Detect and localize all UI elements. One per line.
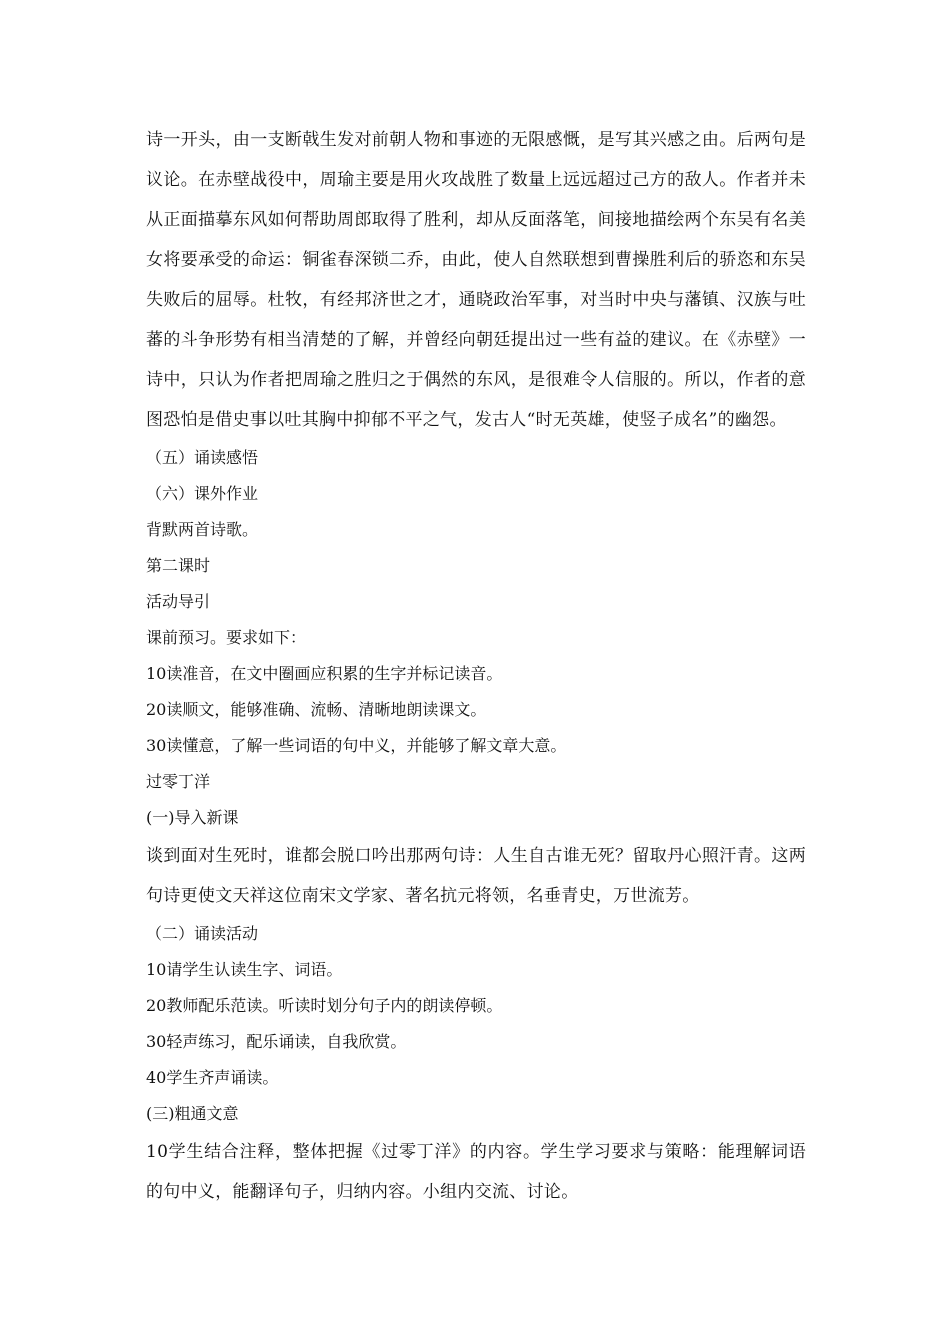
preview-intro: 课前预习。要求如下：	[146, 628, 307, 647]
section-reading-activity: （二）诵读活动	[146, 924, 259, 943]
activity-guide: 活动导引	[146, 592, 211, 611]
section-intro-lesson: (一)导入新课	[146, 808, 239, 827]
reading-item: 40学生齐声诵读。	[146, 1068, 279, 1087]
reading-item: 10请学生认读生字、词语。	[146, 960, 343, 979]
lesson-intro-paragraph: 谈到面对生死时，谁都会脱口吟出那两句诗：人生自古谁无死？留取丹心照汗青。这两句诗更使文天祥这位南宋文学家、著名抗元将领，名垂青史，万世流芳。	[146, 846, 806, 906]
reading-item: 30轻声练习，配乐诵读，自我欣赏。	[146, 1032, 407, 1051]
preview-item: 10读准音，在文中圈画应积累的生字并标记读音。	[146, 664, 503, 683]
homework-text: 背默两首诗歌。	[146, 520, 259, 539]
heading-homework: （六）课外作业	[146, 484, 259, 503]
reading-item: 20教师配乐范读。听读时划分句子内的朗读停顿。	[146, 996, 503, 1015]
heading-recitation: （五）诵读感悟	[146, 448, 259, 467]
poem-title: 过零丁洋	[146, 772, 211, 791]
document-page	[146, 120, 806, 1212]
preview-item: 30读懂意，了解一些词语的句中义，并能够了解文章大意。	[146, 736, 567, 755]
understanding-paragraph: 10学生结合注释，整体把握《过零丁洋》的内容。学生学习要求与策略：能理解词语的句中义，能翻译句子，归纳内容。小组内交流、讨论。	[146, 1142, 806, 1202]
lesson-two-title: 第二课时	[146, 556, 211, 575]
preview-item: 20读顺文，能够准确、流畅、清晰地朗读课文。	[146, 700, 487, 719]
section-understanding: (三)粗通文意	[146, 1104, 239, 1123]
intro-paragraph: 诗一开头，由一支断戟生发对前朝人物和事迹的无限感慨，是写其兴感之由。后两句是议论。在赤壁战役中，周瑜主要是用火攻战胜了数量上远远超过己方的敌人。作者并未从正面描摹东风如何帮助周郎取得了胜利，却从反面落笔，间接地描绘两个东吴有名美女将要承受的命运：铜雀春深锁二乔，由此，使人自然联想到曹操胜利后的骄恣和东吴失败后的屈辱。杜牧，有经邦济世之才，通晓政治军事，对当时中央与藩镇、汉族与吐蕃的斗争形势有相当清楚的了解，并曾经向朝廷提出过一些有益的建议。在《赤壁》一诗中，只认为作者把周瑜之胜归之于偶然的东风，是很难令人信服的。所以，作者的意图恐怕是借史事以吐其胸中抑郁不平之气，发古人“时无英雄，使竖子成名”的幽怨。	[146, 130, 806, 430]
